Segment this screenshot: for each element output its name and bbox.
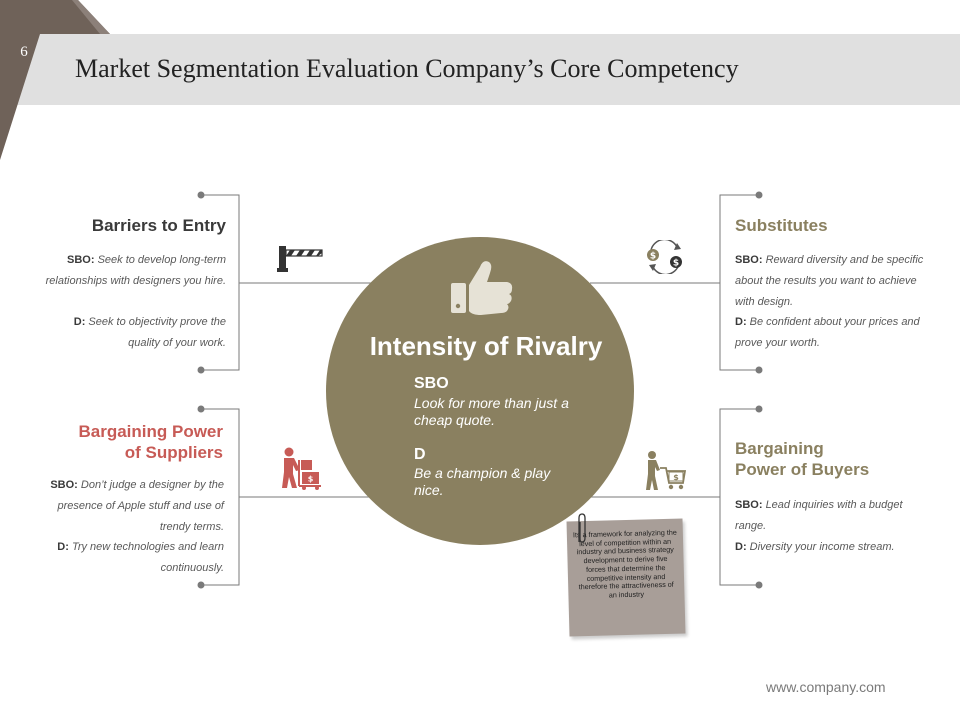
currency-exchange-icon <box>643 240 687 274</box>
buyers-title-line2: Power of Buyers <box>735 460 870 479</box>
buyers-d <box>735 537 925 558</box>
buyers-sbo <box>735 495 925 537</box>
buyers-sbo-label: SBO: <box>735 499 763 511</box>
barriers-d-label: D: <box>73 316 86 328</box>
buyers-d-label: D: <box>735 541 747 553</box>
suppliers-title <box>40 421 223 463</box>
barriers-sbo <box>40 250 226 292</box>
buyers-title-line1: Bargaining <box>735 439 824 458</box>
substitutes-sbo-text: Reward diversity and be specific about the results you want to achieve with design. <box>735 254 924 308</box>
barriers-sbo-text: Seek to develop long-term relationships with designers you hire. <box>45 254 226 287</box>
center-sbo-label: SBO <box>414 375 449 392</box>
suppliers-sbo-text: Don’t judge a designer by the presence of Apple stuff and use of trendy terms. <box>57 479 224 533</box>
substitutes-d <box>735 312 925 354</box>
thumbs-up-icon <box>445 257 515 319</box>
sticky-note-text: Its a framework for analyzing the level of competition within an industry and business strategy development to derive five forces that determine the competitive intensity and therefore the attractiveness of an industry <box>572 527 677 600</box>
shopping-cart-icon <box>642 450 686 492</box>
barriers-d <box>40 312 226 354</box>
buyers-title <box>735 438 935 480</box>
substitutes-title: Substitutes <box>735 216 828 235</box>
barriers-sbo-label: SBO: <box>67 254 95 266</box>
center-d-label: D <box>414 446 426 463</box>
buyers-sbo-text: Lead inquiries with a budget range. <box>735 499 903 532</box>
suppliers-title-line2: of Suppliers <box>124 443 223 462</box>
substitutes-d-text: Be confident about your prices and prove your worth. <box>735 316 920 349</box>
paperclip-icon <box>575 512 589 546</box>
svg-text:$: $ <box>649 251 657 262</box>
suppliers-d <box>40 537 224 579</box>
center-sbo-text: Look for more than just a cheap quote. <box>414 395 569 428</box>
substitutes-d-label: D: <box>735 316 747 328</box>
barriers-d-text: Seek to objectivity prove the quality of your work. <box>88 316 226 349</box>
page-title: Market Segmentation Evaluation Company’s Core Competency <box>75 54 739 83</box>
delivery-worker-icon <box>278 446 322 490</box>
barriers-title: Barriers to Entry <box>91 216 226 235</box>
barrier-gate-icon <box>276 244 324 274</box>
center-d-text: Be a champion & play nice. <box>414 465 551 498</box>
suppliers-d-label: D: <box>57 541 69 553</box>
svg-text:$: $ <box>673 473 679 482</box>
svg-text:$: $ <box>672 258 680 269</box>
substitutes-sbo-label: SBO: <box>735 254 763 266</box>
center-title: Intensity of Rivalry <box>369 331 603 361</box>
substitutes-sbo <box>735 250 925 313</box>
svg-text:$: $ <box>307 474 314 484</box>
suppliers-title-line1: Bargaining Power <box>78 422 223 441</box>
footer-url[interactable]: www.company.com <box>766 679 886 695</box>
buyers-d-text: Diversity your income stream. <box>749 541 895 553</box>
suppliers-sbo-label: SBO: <box>50 479 78 491</box>
suppliers-d-text: Try new technologies and learn continuously. <box>71 541 224 574</box>
suppliers-sbo <box>40 475 224 538</box>
page-number: 6 <box>20 44 28 60</box>
